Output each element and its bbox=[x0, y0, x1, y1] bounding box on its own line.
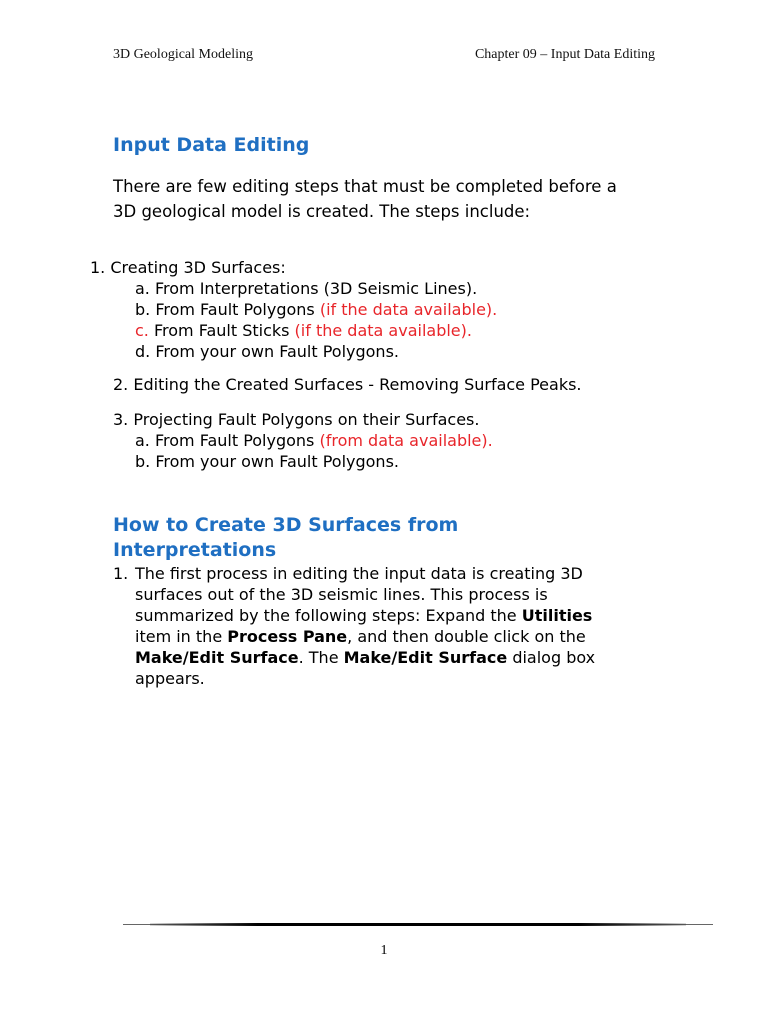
section-title-create-surfaces-line-2: Interpretations bbox=[113, 539, 277, 561]
make-edit-surface-term-2: Make/Edit Surface bbox=[343, 648, 508, 667]
procedure-number: 1. bbox=[113, 564, 129, 583]
procedure-line-4-text: item in the bbox=[135, 627, 228, 646]
section-title-input-data-editing: Input Data Editing bbox=[113, 134, 310, 156]
running-header-right: Chapter 09 – Input Data Editing bbox=[474, 47, 655, 62]
step-3b: b. From your own Fault Polygons. bbox=[135, 452, 399, 471]
step-3: 3. Projecting Fault Polygons on their Surfaces. bbox=[113, 410, 480, 429]
procedure-line-5-mid: . The bbox=[298, 648, 344, 667]
step-3a-note: (from data available). bbox=[319, 431, 493, 450]
procedure-line-4-rest: , and then double click on the bbox=[347, 627, 586, 646]
step-3a-text: a. From Fault Polygons bbox=[135, 431, 320, 450]
running-header-left: 3D Geological Modeling bbox=[113, 47, 253, 62]
step-1b bbox=[135, 299, 497, 320]
step-3a bbox=[135, 430, 493, 451]
procedure-line-6: appears. bbox=[135, 669, 205, 688]
intro-line-2: 3D geological model is created. The steps include: bbox=[113, 202, 531, 221]
step-1d: d. From your own Fault Polygons. bbox=[135, 342, 399, 361]
procedure-line-1: The first process in editing the input data is creating 3D bbox=[135, 564, 583, 583]
step-1c-note: (if the data available). bbox=[294, 321, 472, 340]
procedure-line-5-rest: dialog box bbox=[507, 648, 596, 667]
make-edit-surface-term-1: Make/Edit Surface bbox=[135, 648, 299, 667]
step-1c-letter: c. bbox=[135, 321, 149, 340]
page-number: 1 bbox=[380, 943, 388, 958]
procedure-line-4 bbox=[135, 626, 586, 647]
step-1a: a. From Interpretations (3D Seismic Lines). bbox=[135, 279, 478, 298]
procedure-line-3 bbox=[135, 605, 592, 626]
procedure-line-3-text: summarized by the following steps: Expand the bbox=[135, 606, 522, 625]
step-1: 1. Creating 3D Surfaces: bbox=[90, 258, 286, 277]
section-title-create-surfaces-line-1: How to Create 3D Surfaces from bbox=[113, 514, 459, 536]
step-1c-text: From Fault Sticks bbox=[148, 321, 295, 340]
intro-line-1: There are few editing steps that must be completed before a bbox=[113, 177, 617, 196]
step-2: 2. Editing the Created Surfaces - Removing Surface Peaks. bbox=[113, 375, 582, 394]
procedure-line-2: surfaces out of the 3D seismic lines. This process is bbox=[135, 585, 548, 604]
step-1c bbox=[135, 320, 472, 341]
step-1b-text: b. From Fault Polygons bbox=[135, 300, 320, 319]
step-1b-note: (if the data available). bbox=[319, 300, 498, 319]
footer-rule bbox=[150, 923, 686, 926]
process-pane-term: Process Pane bbox=[227, 627, 348, 646]
utilities-term: Utilities bbox=[521, 606, 593, 625]
procedure-line-5 bbox=[135, 647, 595, 668]
